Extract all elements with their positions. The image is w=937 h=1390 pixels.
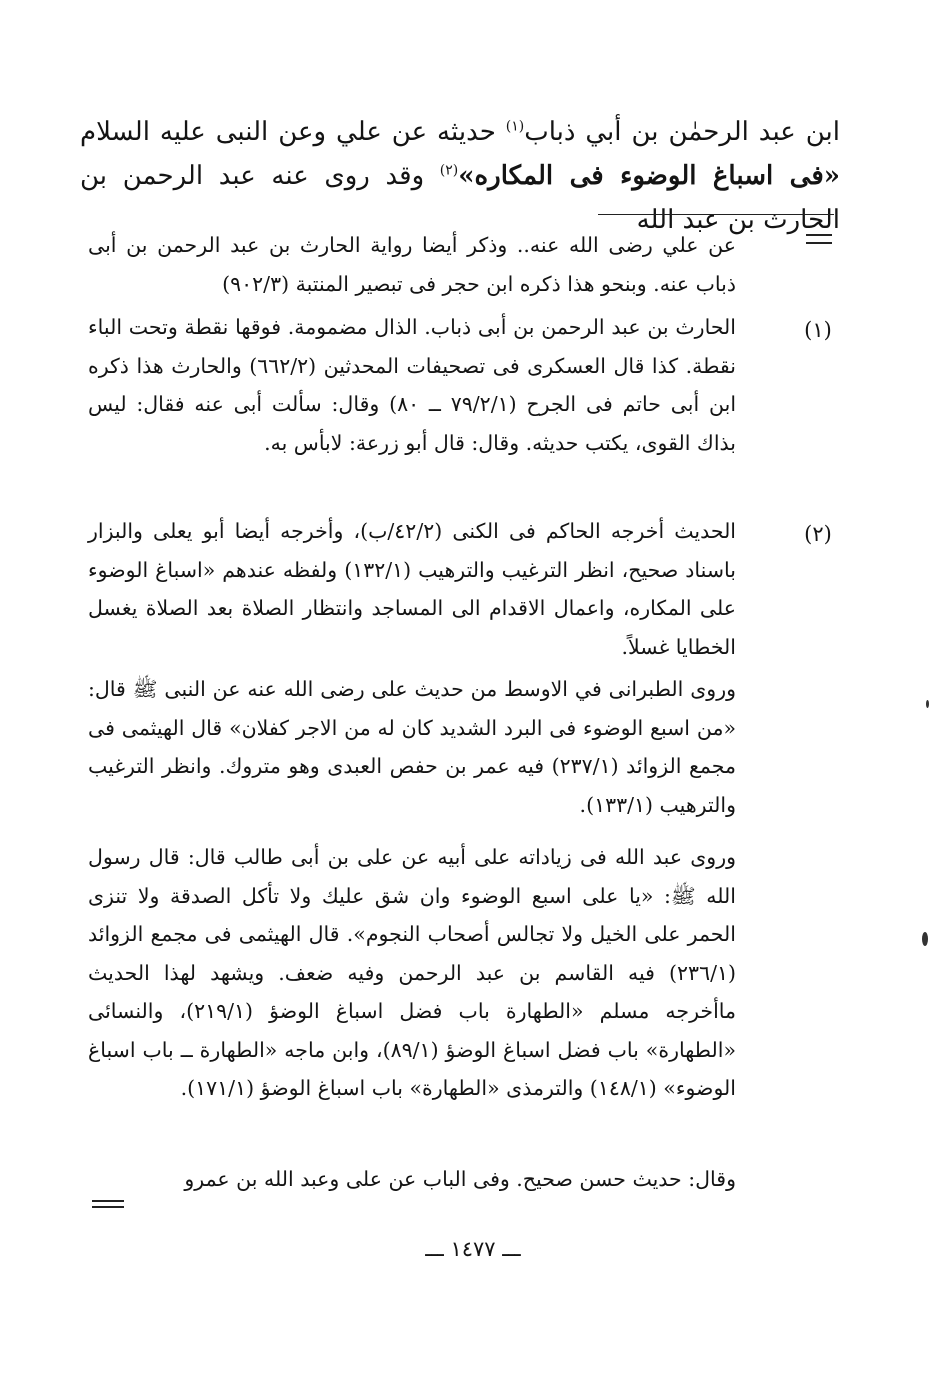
footnote-1-marker: (١) — [804, 318, 832, 342]
footnote-2-marker: (٢) — [804, 522, 832, 546]
footnote-1-text: الحارث بن عبد الرحمن بن أبى ذباب. الذال مضمومة. فوقها نقطة وتحت الباء نقطة. كذا قال العسكرى فى تصحيفات المحدثين (٦٦٢/٢) والحارث هذا ذكره ابن أبى حاتم فى الجرح (٧٩/٢/١ ــ ٨٠) وقال: سألت أبى عنه فقال: ليس بذاك القوى، يكتب حديثه. وقال: قال أبو زرعة: لابأس به. — [88, 315, 737, 455]
footnote-ref-1[interactable]: (١) — [505, 118, 525, 135]
footnote-continuation: عن علي رضى الله عنه.. وذكر أيضا رواية الحارث بن عبد الرحمن بن أبى ذباب عنه. وبنحو هذا ذكره ابن حجر فى تبصير المنتبة (٩٠٢/٣) — [88, 233, 736, 296]
footnote-continues-mark — [92, 1200, 124, 1208]
footnote-2-paragraph-1: الحديث أخرجه الحاكم فى الكنى (٤٢/٢/ب)، وأخرجه أيضا أبو يعلى والبزار باسناد صحيح، انظر الترغيب والترهيب (١٣٢/١) ولفظه عندهم «اسباغ الوضوء على المكاره، واعمال الاقدام الى المساجد وانتظار الصلاة بعد الصلاة يغسل الخطايا غسلاً. — [88, 519, 737, 659]
main-text-part-3: وقد روى عنه عبد الرحمن بن الحارث بن عبد الله — [80, 161, 840, 235]
footnote-separator-rule — [598, 214, 834, 215]
footnote-ref-2[interactable]: (٢) — [439, 162, 459, 179]
main-text-part-1: ابن عبد الرحمٰن بن أبي ذباب — [524, 117, 841, 147]
main-text-paragraph — [80, 110, 840, 242]
footnote-2-paragraph-3: وروى عبد الله فى زياداته على أبيه عن على بن أبى طالب قال: قال رسول الله ﷺ: «يا على اسبع الوضوء وان شق عليك ولا تأكل الصدقة ولا تنزى الحمر على الخيل ولا تجالس أصحاب النجوم». قال الهيثمى فى مجمع الزوائد (٢٣٦/١) فيه القاسم بن عبد الرحمن وفيه ضعف. ويشهد لهذا الحديث ماأخرجه مسلم «الطهارة باب فضل اسباغ الوضؤ (٢١٩/١)، والنسائى «الطهارة» باب فضل اسباغ الوضؤ (٨٩/١)، وابن ماجه «الطهارة ــ باب اسباغ الوضوء» (١٤٨/١) والترمذى «الطهارة» باب اسباغ الوضؤ (١٧١/١). — [88, 845, 736, 1100]
page-number: ـــ ١٤٧٧ ـــ — [425, 1237, 521, 1261]
scan-speck — [926, 700, 929, 708]
footnote-2-paragraph-4: وقال: حديث حسن صحيح. وفى الباب عن على وعبد الله بن عمرو — [184, 1167, 736, 1191]
footnote-continuation-mark — [806, 234, 832, 244]
scan-speck — [922, 932, 928, 946]
main-text-part-2: حديثه عن علي وعن النبى عليه السلام — [80, 117, 506, 147]
footnote-2-paragraph-2: وروى الطبرانى في الاوسط من حديث على رضى الله عنه عن النبى ﷺ قال: «من اسبع الوضوء فى البرد الشديد كان له من الاجر كفلان» قال الهيثمى فى مجمع الزوائد (٢٣٧/١) فيه عمر بن حفص العبدى وهو متروك. وانظر الترغيب والترهيب (١٣٣/١). — [88, 677, 736, 817]
hadith-quote-bold: «فى اسباغ الوضوء فى المكاره» — [458, 161, 840, 191]
